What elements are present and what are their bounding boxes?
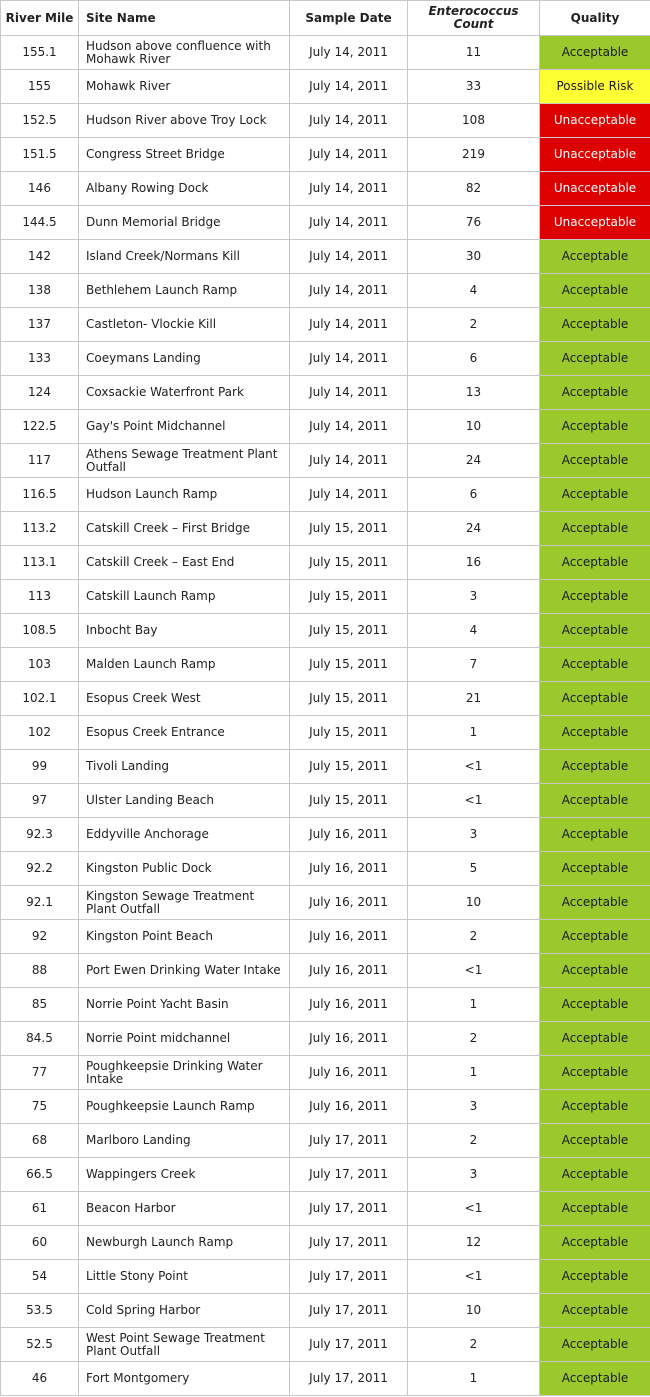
cell-quality: Acceptable — [540, 1362, 650, 1396]
cell-sample-date: July 14, 2011 — [290, 206, 408, 240]
cell-sample-date: July 14, 2011 — [290, 240, 408, 274]
cell-sample-date: July 17, 2011 — [290, 1158, 408, 1192]
cell-sample-date: July 15, 2011 — [290, 512, 408, 546]
column-header-count-italic: Enterococcus — [428, 4, 519, 18]
cell-site-name: Hudson River above Troy Lock — [79, 104, 290, 138]
cell-sample-date: July 16, 2011 — [290, 818, 408, 852]
cell-enterococcus-count: 3 — [408, 818, 540, 852]
cell-quality: Acceptable — [540, 648, 650, 682]
table-row — [1, 1260, 650, 1294]
cell-enterococcus-count: 12 — [408, 1226, 540, 1260]
table-row — [1, 1158, 650, 1192]
table-row — [1, 1022, 650, 1056]
cell-enterococcus-count: 10 — [408, 1294, 540, 1328]
cell-quality: Acceptable — [540, 342, 650, 376]
cell-quality: Acceptable — [540, 988, 650, 1022]
cell-sample-date: July 14, 2011 — [290, 138, 408, 172]
cell-river-mile: 122.5 — [1, 410, 79, 444]
cell-river-mile: 138 — [1, 274, 79, 308]
cell-enterococcus-count: 3 — [408, 1090, 540, 1124]
cell-quality: Acceptable — [540, 852, 650, 886]
cell-site-name: Wappingers Creek — [79, 1158, 290, 1192]
cell-sample-date: July 17, 2011 — [290, 1226, 408, 1260]
cell-quality: Acceptable — [540, 1294, 650, 1328]
cell-quality: Acceptable — [540, 1090, 650, 1124]
cell-enterococcus-count: 24 — [408, 512, 540, 546]
cell-sample-date: July 14, 2011 — [290, 104, 408, 138]
cell-site-name: Marlboro Landing — [79, 1124, 290, 1158]
table-row — [1, 376, 650, 410]
cell-river-mile: 85 — [1, 988, 79, 1022]
cell-site-name: Congress Street Bridge — [79, 138, 290, 172]
cell-site-name: Hudson above confluence with Mohawk River — [79, 36, 290, 70]
table-row — [1, 614, 650, 648]
cell-enterococcus-count: 2 — [408, 1124, 540, 1158]
table-row — [1, 1090, 650, 1124]
cell-river-mile: 144.5 — [1, 206, 79, 240]
cell-enterococcus-count: 76 — [408, 206, 540, 240]
cell-river-mile: 75 — [1, 1090, 79, 1124]
cell-site-name: Bethlehem Launch Ramp — [79, 274, 290, 308]
cell-enterococcus-count: 21 — [408, 682, 540, 716]
column-header-site-name: Site Name — [79, 1, 290, 36]
cell-quality: Acceptable — [540, 920, 650, 954]
cell-site-name: Norrie Point midchannel — [79, 1022, 290, 1056]
cell-sample-date: July 14, 2011 — [290, 172, 408, 206]
cell-river-mile: 88 — [1, 954, 79, 988]
cell-sample-date: July 15, 2011 — [290, 682, 408, 716]
table-row — [1, 716, 650, 750]
cell-site-name: Albany Rowing Dock — [79, 172, 290, 206]
cell-quality: Acceptable — [540, 1226, 650, 1260]
cell-river-mile: 142 — [1, 240, 79, 274]
cell-sample-date: July 15, 2011 — [290, 546, 408, 580]
table-row — [1, 206, 650, 240]
cell-river-mile: 92 — [1, 920, 79, 954]
table-row — [1, 1328, 650, 1362]
cell-quality: Unacceptable — [540, 104, 650, 138]
cell-site-name: Beacon Harbor — [79, 1192, 290, 1226]
column-header-sample-date: Sample Date — [290, 1, 408, 36]
cell-river-mile: 102.1 — [1, 682, 79, 716]
cell-enterococcus-count: 10 — [408, 886, 540, 920]
table-row — [1, 36, 650, 70]
cell-site-name: Mohawk River — [79, 70, 290, 104]
cell-site-name: Kingston Public Dock — [79, 852, 290, 886]
cell-enterococcus-count: <1 — [408, 954, 540, 988]
table-row — [1, 70, 650, 104]
column-header-river-mile: River Mile — [1, 1, 79, 36]
cell-site-name: Gay's Point Midchannel — [79, 410, 290, 444]
cell-site-name: Poughkeepsie Launch Ramp — [79, 1090, 290, 1124]
cell-river-mile: 152.5 — [1, 104, 79, 138]
cell-quality: Unacceptable — [540, 206, 650, 240]
cell-river-mile: 61 — [1, 1192, 79, 1226]
cell-enterococcus-count: 2 — [408, 308, 540, 342]
cell-site-name: Hudson Launch Ramp — [79, 478, 290, 512]
table-header — [1, 1, 650, 36]
cell-river-mile: 108.5 — [1, 614, 79, 648]
column-header-quality: Quality — [540, 1, 650, 36]
cell-enterococcus-count: 16 — [408, 546, 540, 580]
header-row — [1, 1, 650, 36]
cell-river-mile: 155.1 — [1, 36, 79, 70]
cell-sample-date: July 16, 2011 — [290, 852, 408, 886]
cell-river-mile: 46 — [1, 1362, 79, 1396]
table-row — [1, 988, 650, 1022]
cell-quality: Acceptable — [540, 614, 650, 648]
cell-sample-date: July 15, 2011 — [290, 750, 408, 784]
cell-sample-date: July 14, 2011 — [290, 36, 408, 70]
cell-sample-date: July 14, 2011 — [290, 342, 408, 376]
cell-site-name: Norrie Point Yacht Basin — [79, 988, 290, 1022]
cell-site-name: Catskill Creek – First Bridge — [79, 512, 290, 546]
cell-sample-date: July 16, 2011 — [290, 886, 408, 920]
cell-sample-date: July 14, 2011 — [290, 478, 408, 512]
cell-quality: Acceptable — [540, 410, 650, 444]
cell-sample-date: July 14, 2011 — [290, 444, 408, 478]
cell-enterococcus-count: 6 — [408, 342, 540, 376]
cell-sample-date: July 16, 2011 — [290, 954, 408, 988]
cell-site-name: Poughkeepsie Drinking Water Intake — [79, 1056, 290, 1090]
cell-sample-date: July 17, 2011 — [290, 1124, 408, 1158]
cell-river-mile: 146 — [1, 172, 79, 206]
cell-site-name: Newburgh Launch Ramp — [79, 1226, 290, 1260]
cell-quality: Possible Risk — [540, 70, 650, 104]
cell-site-name: Esopus Creek West — [79, 682, 290, 716]
table-row — [1, 920, 650, 954]
cell-quality: Acceptable — [540, 240, 650, 274]
cell-enterococcus-count: 82 — [408, 172, 540, 206]
cell-enterococcus-count: 30 — [408, 240, 540, 274]
table-row — [1, 240, 650, 274]
table-row — [1, 444, 650, 478]
table-row — [1, 1362, 650, 1396]
cell-enterococcus-count: <1 — [408, 1260, 540, 1294]
cell-quality: Acceptable — [540, 36, 650, 70]
table-row — [1, 308, 650, 342]
cell-quality: Acceptable — [540, 954, 650, 988]
cell-quality: Acceptable — [540, 512, 650, 546]
cell-river-mile: 77 — [1, 1056, 79, 1090]
cell-enterococcus-count: 219 — [408, 138, 540, 172]
cell-quality: Acceptable — [540, 1056, 650, 1090]
table-row — [1, 138, 650, 172]
cell-quality: Acceptable — [540, 444, 650, 478]
table-row — [1, 750, 650, 784]
cell-river-mile: 60 — [1, 1226, 79, 1260]
table-row — [1, 954, 650, 988]
cell-river-mile: 68 — [1, 1124, 79, 1158]
table-row — [1, 478, 650, 512]
column-header-count-unit: Count — [453, 17, 494, 31]
table-row — [1, 546, 650, 580]
cell-sample-date: July 15, 2011 — [290, 784, 408, 818]
table-row — [1, 886, 650, 920]
cell-river-mile: 113.2 — [1, 512, 79, 546]
table-row — [1, 172, 650, 206]
table-row — [1, 104, 650, 138]
cell-quality: Acceptable — [540, 274, 650, 308]
cell-quality: Acceptable — [540, 1124, 650, 1158]
cell-site-name: Athens Sewage Treatment Plant Outfall — [79, 444, 290, 478]
cell-river-mile: 155 — [1, 70, 79, 104]
cell-enterococcus-count: 2 — [408, 920, 540, 954]
cell-enterococcus-count: 4 — [408, 274, 540, 308]
cell-quality: Acceptable — [540, 1328, 650, 1362]
cell-site-name: Fort Montgomery — [79, 1362, 290, 1396]
cell-river-mile: 116.5 — [1, 478, 79, 512]
cell-river-mile: 133 — [1, 342, 79, 376]
cell-sample-date: July 16, 2011 — [290, 1090, 408, 1124]
cell-quality: Acceptable — [540, 376, 650, 410]
cell-river-mile: 102 — [1, 716, 79, 750]
cell-sample-date: July 14, 2011 — [290, 274, 408, 308]
cell-sample-date: July 17, 2011 — [290, 1192, 408, 1226]
table-row — [1, 580, 650, 614]
cell-river-mile: 137 — [1, 308, 79, 342]
cell-sample-date: July 14, 2011 — [290, 308, 408, 342]
cell-enterococcus-count: 13 — [408, 376, 540, 410]
cell-river-mile: 54 — [1, 1260, 79, 1294]
cell-quality: Acceptable — [540, 784, 650, 818]
cell-sample-date: July 14, 2011 — [290, 376, 408, 410]
cell-river-mile: 92.3 — [1, 818, 79, 852]
cell-river-mile: 117 — [1, 444, 79, 478]
table-row — [1, 852, 650, 886]
cell-quality: Acceptable — [540, 308, 650, 342]
cell-site-name: Coeymans Landing — [79, 342, 290, 376]
cell-enterococcus-count: 5 — [408, 852, 540, 886]
cell-enterococcus-count: 6 — [408, 478, 540, 512]
cell-sample-date: July 17, 2011 — [290, 1328, 408, 1362]
cell-sample-date: July 17, 2011 — [290, 1260, 408, 1294]
cell-site-name: Port Ewen Drinking Water Intake — [79, 954, 290, 988]
cell-sample-date: July 15, 2011 — [290, 580, 408, 614]
cell-site-name: Inbocht Bay — [79, 614, 290, 648]
cell-site-name: Esopus Creek Entrance — [79, 716, 290, 750]
cell-site-name: Little Stony Point — [79, 1260, 290, 1294]
table-row — [1, 648, 650, 682]
cell-quality: Acceptable — [540, 1192, 650, 1226]
cell-quality: Acceptable — [540, 682, 650, 716]
cell-river-mile: 99 — [1, 750, 79, 784]
cell-sample-date: July 17, 2011 — [290, 1294, 408, 1328]
cell-quality: Unacceptable — [540, 138, 650, 172]
cell-site-name: West Point Sewage Treatment Plant Outfall — [79, 1328, 290, 1362]
cell-enterococcus-count: 4 — [408, 614, 540, 648]
cell-enterococcus-count: 108 — [408, 104, 540, 138]
cell-enterococcus-count: <1 — [408, 1192, 540, 1226]
table-row — [1, 1294, 650, 1328]
cell-sample-date: July 16, 2011 — [290, 1022, 408, 1056]
cell-site-name: Catskill Launch Ramp — [79, 580, 290, 614]
table-row — [1, 274, 650, 308]
table-row — [1, 1192, 650, 1226]
cell-quality: Acceptable — [540, 750, 650, 784]
cell-river-mile: 92.1 — [1, 886, 79, 920]
cell-river-mile: 92.2 — [1, 852, 79, 886]
cell-enterococcus-count: 1 — [408, 716, 540, 750]
cell-site-name: Island Creek/Normans Kill — [79, 240, 290, 274]
cell-quality: Unacceptable — [540, 172, 650, 206]
cell-river-mile: 151.5 — [1, 138, 79, 172]
cell-enterococcus-count: 10 — [408, 410, 540, 444]
cell-enterococcus-count: <1 — [408, 750, 540, 784]
table-row — [1, 818, 650, 852]
cell-site-name: Cold Spring Harbor — [79, 1294, 290, 1328]
cell-site-name: Coxsackie Waterfront Park — [79, 376, 290, 410]
table-row — [1, 1124, 650, 1158]
cell-site-name: Kingston Point Beach — [79, 920, 290, 954]
cell-enterococcus-count: 2 — [408, 1022, 540, 1056]
cell-site-name: Castleton- Vlockie Kill — [79, 308, 290, 342]
table-row — [1, 1226, 650, 1260]
cell-sample-date: July 17, 2011 — [290, 1362, 408, 1396]
cell-river-mile: 66.5 — [1, 1158, 79, 1192]
table-row — [1, 410, 650, 444]
table-row — [1, 342, 650, 376]
cell-enterococcus-count: 3 — [408, 580, 540, 614]
column-header-enterococcus-count — [408, 1, 540, 36]
cell-sample-date: July 16, 2011 — [290, 920, 408, 954]
cell-sample-date: July 15, 2011 — [290, 614, 408, 648]
cell-river-mile: 124 — [1, 376, 79, 410]
cell-enterococcus-count: 33 — [408, 70, 540, 104]
cell-site-name: Ulster Landing Beach — [79, 784, 290, 818]
cell-river-mile: 53.5 — [1, 1294, 79, 1328]
cell-quality: Acceptable — [540, 1022, 650, 1056]
table-row — [1, 784, 650, 818]
cell-enterococcus-count: 24 — [408, 444, 540, 478]
table-row — [1, 1056, 650, 1090]
cell-quality: Acceptable — [540, 1260, 650, 1294]
cell-enterococcus-count: 1 — [408, 1056, 540, 1090]
cell-enterococcus-count: 1 — [408, 1362, 540, 1396]
cell-river-mile: 97 — [1, 784, 79, 818]
cell-river-mile: 52.5 — [1, 1328, 79, 1362]
cell-enterococcus-count: <1 — [408, 784, 540, 818]
cell-quality: Acceptable — [540, 478, 650, 512]
cell-quality: Acceptable — [540, 818, 650, 852]
table-row — [1, 512, 650, 546]
cell-quality: Acceptable — [540, 886, 650, 920]
cell-quality: Acceptable — [540, 716, 650, 750]
cell-sample-date: July 15, 2011 — [290, 716, 408, 750]
cell-sample-date: July 16, 2011 — [290, 1056, 408, 1090]
table-row — [1, 682, 650, 716]
cell-river-mile: 113 — [1, 580, 79, 614]
cell-site-name: Dunn Memorial Bridge — [79, 206, 290, 240]
cell-river-mile: 113.1 — [1, 546, 79, 580]
cell-site-name: Malden Launch Ramp — [79, 648, 290, 682]
cell-enterococcus-count: 2 — [408, 1328, 540, 1362]
cell-site-name: Tivoli Landing — [79, 750, 290, 784]
cell-quality: Acceptable — [540, 1158, 650, 1192]
cell-site-name: Catskill Creek – East End — [79, 546, 290, 580]
cell-enterococcus-count: 3 — [408, 1158, 540, 1192]
cell-site-name: Eddyville Anchorage — [79, 818, 290, 852]
cell-enterococcus-count: 1 — [408, 988, 540, 1022]
cell-quality: Acceptable — [540, 580, 650, 614]
cell-river-mile: 84.5 — [1, 1022, 79, 1056]
cell-river-mile: 103 — [1, 648, 79, 682]
cell-sample-date: July 14, 2011 — [290, 70, 408, 104]
cell-sample-date: July 16, 2011 — [290, 988, 408, 1022]
table-body — [1, 36, 650, 1396]
cell-enterococcus-count: 7 — [408, 648, 540, 682]
cell-sample-date: July 15, 2011 — [290, 648, 408, 682]
cell-site-name: Kingston Sewage Treatment Plant Outfall — [79, 886, 290, 920]
cell-quality: Acceptable — [540, 546, 650, 580]
cell-enterococcus-count: 11 — [408, 36, 540, 70]
cell-sample-date: July 14, 2011 — [290, 410, 408, 444]
